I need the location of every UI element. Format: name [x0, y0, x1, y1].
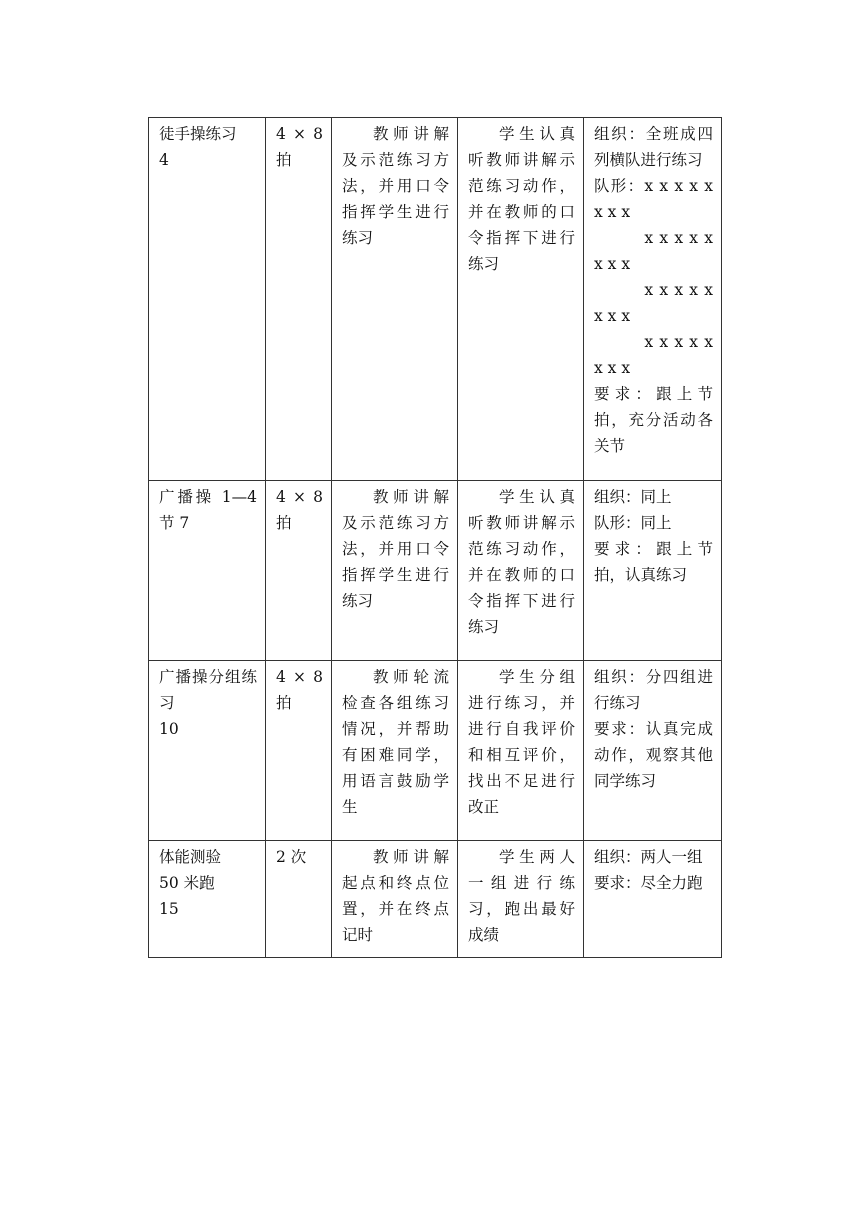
content-line: 广播操分组练习 [159, 668, 257, 712]
content-cell [149, 841, 266, 958]
student-cell [458, 841, 584, 958]
organization-cell [584, 661, 722, 841]
content-line: 徒手操练习 [159, 125, 237, 143]
org-line: 队形：同上 [594, 514, 672, 532]
content-line: 10 [159, 720, 179, 738]
lesson-plan-table [148, 117, 722, 958]
content-cell [149, 118, 266, 481]
table-row [149, 661, 722, 841]
table-row [149, 118, 722, 481]
teacher-text: 教师讲解及示范练习方法，并用口令指挥学生进行练习 [342, 488, 449, 610]
teacher-text: 教师讲解起点和终点位置，并在终点记时 [342, 848, 449, 944]
count-text: 4 × 8 拍 [276, 668, 323, 712]
org-line: 组织：分四组进行练习 [594, 668, 713, 712]
teacher-cell [332, 841, 458, 958]
count-cell [266, 118, 332, 481]
student-text: 学生两人一组进行练习，跑出最好成绩 [468, 848, 575, 944]
count-cell [266, 481, 332, 661]
count-text: 4 × 8 拍 [276, 488, 323, 532]
organization-cell [584, 481, 722, 661]
teacher-text: 教师轮流检查各组练习情况，并帮助有困难同学，用语言鼓励学生 [342, 668, 449, 816]
org-line: 组织：全班成四列横队进行练习 [594, 125, 713, 169]
count-cell [266, 661, 332, 841]
count-cell [266, 841, 332, 958]
student-cell [458, 661, 584, 841]
content-line: 15 [159, 900, 179, 918]
student-text: 学生认真听教师讲解示范练习动作，并在教师的口令指挥下进行练习 [468, 125, 575, 273]
org-line: 组织：两人一组 [594, 848, 703, 866]
content-line: 体能测验 [159, 848, 222, 866]
content-line: 50 米跑 [159, 874, 215, 892]
teacher-cell [332, 481, 458, 661]
org-line: 要求：跟上节拍，充分活动各关节 [594, 385, 713, 455]
table-row [149, 841, 722, 958]
teacher-cell [332, 118, 458, 481]
table-row [149, 481, 722, 661]
content-cell [149, 481, 266, 661]
student-cell [458, 118, 584, 481]
org-line: 队形：x x x x x x x x [594, 177, 713, 221]
org-line: x x x x x x x x [594, 281, 713, 325]
content-line: 4 [159, 151, 169, 169]
content-cell [149, 661, 266, 841]
org-line: 要求：尽全力跑 [594, 874, 703, 892]
student-text: 学生分组进行练习，并进行自我评价和相互评价，找出不足进行改正 [468, 668, 575, 816]
count-text: 4 × 8 拍 [276, 125, 323, 169]
org-line: 要求：认真完成动作，观察其他同学练习 [594, 720, 713, 790]
org-line: x x x x x x x x [594, 229, 713, 273]
organization-cell [584, 118, 722, 481]
org-line: x x x x x x x x [594, 333, 713, 377]
organization-cell [584, 841, 722, 958]
org-line: 要求：跟上节拍，认真练习 [594, 540, 713, 584]
teacher-text: 教师讲解及示范练习方法，并用口令指挥学生进行练习 [342, 125, 449, 247]
content-line: 广播操 1—4 节 7 [159, 488, 257, 532]
student-cell [458, 481, 584, 661]
student-text: 学生认真听教师讲解示范练习动作，并在教师的口令指挥下进行练习 [468, 488, 575, 636]
org-line: 组织：同上 [594, 488, 672, 506]
teacher-cell [332, 661, 458, 841]
count-text: 2 次 [276, 848, 307, 866]
